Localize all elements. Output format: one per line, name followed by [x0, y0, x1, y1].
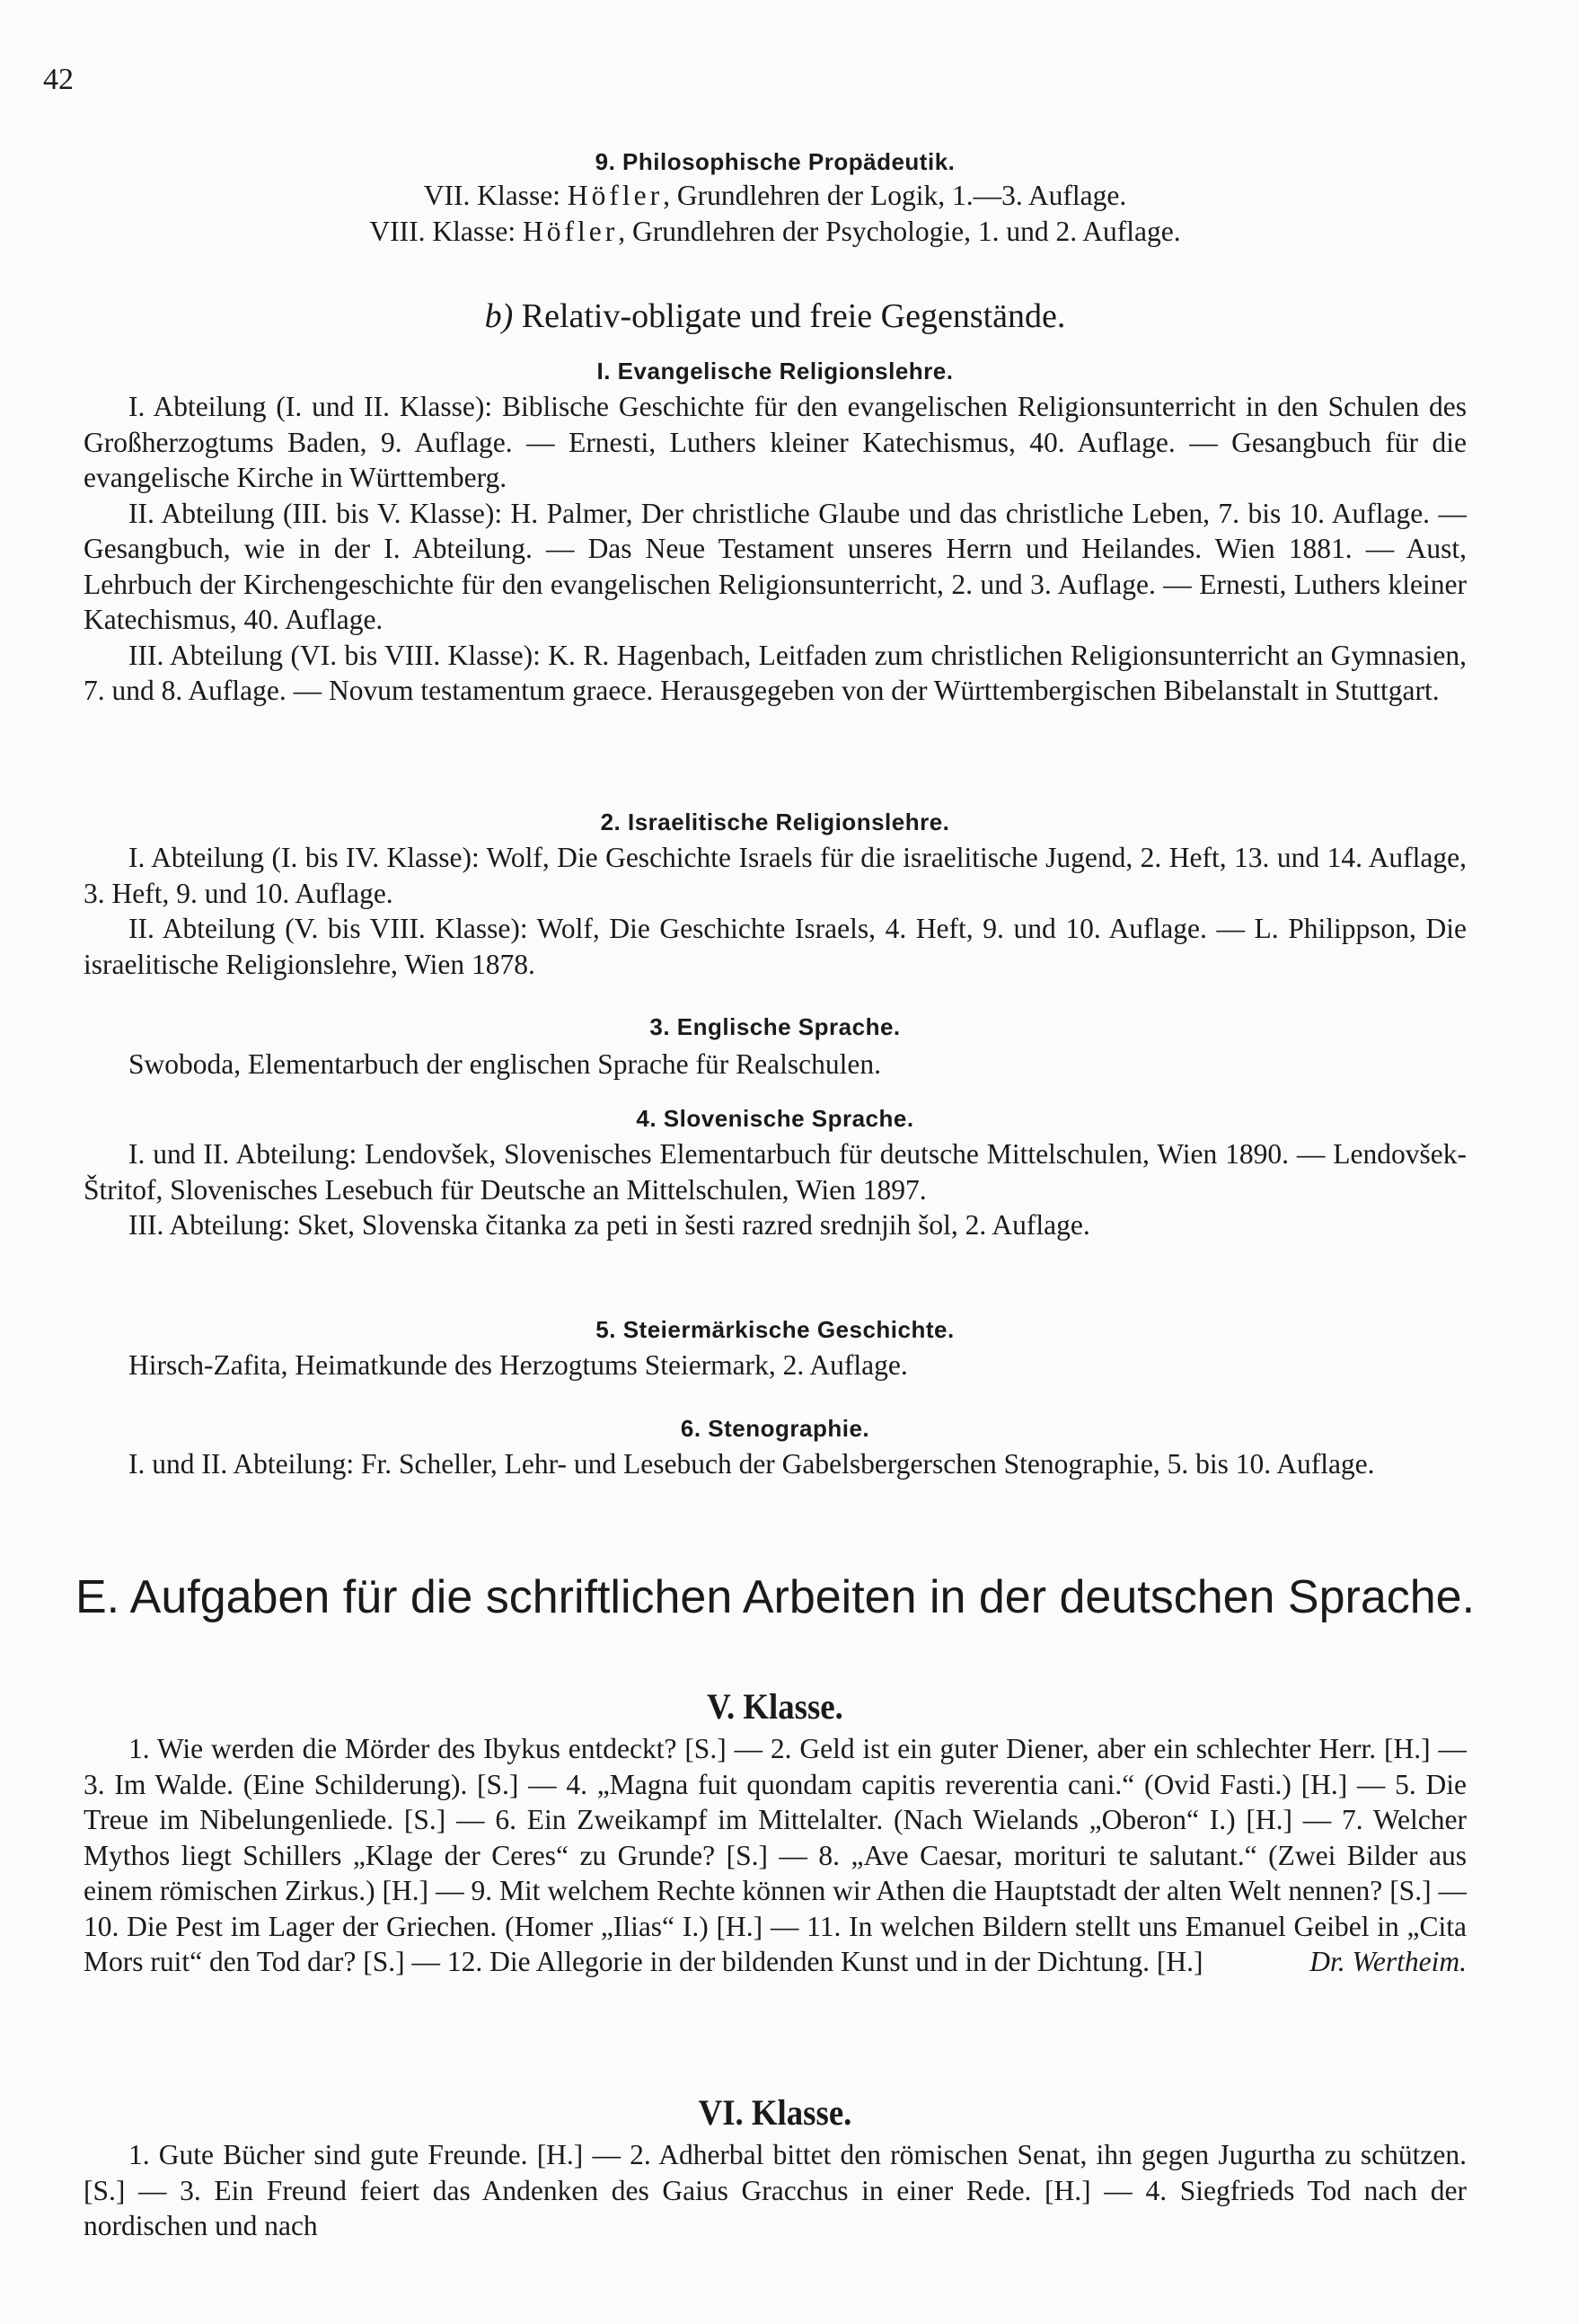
- section-heading: 4. Slovenische Sprache.: [636, 1105, 914, 1132]
- paragraph: I. und II. Abteilung: Fr. Scheller, Lehr- und Lesebuch der Gabelsbergerschen Stenographie, 5. bis 10. Auflage.: [128, 1448, 1375, 1480]
- section-stenography: [84, 1415, 1467, 1482]
- section-e: [66, 1570, 1485, 1624]
- paragraph: I. und II. Abteilung: Lendovšek, Slovenisches Elementarbuch für deutsche Mittelschulen, Wien 1890. — Lendovšek-Štritof, Slovenisches Lesebuch für Deutsche an Mittelschulen, Wien 1897.: [84, 1138, 1467, 1206]
- class-heading: V. Klasse.: [707, 1686, 843, 1727]
- section-heading: 5. Steiermärkische Geschichte.: [595, 1316, 955, 1343]
- section-heading: I. Evangelische Religionslehre.: [596, 358, 954, 384]
- section-heading: 9. Philosophische Propädeutik.: [595, 148, 956, 175]
- subsection-b: [84, 296, 1467, 336]
- section-heading: 3. Englische Sprache.: [649, 1013, 901, 1040]
- class-five: [84, 1685, 1467, 1980]
- section-israelite: [84, 809, 1467, 982]
- paragraph: I. Abteilung (I. und II. Klasse): Biblische Geschichte für den evangelischen Religionsunterricht in den Schulen des Großherzogtums Baden, 9. Auflage. — Ernesti, Luthers kleiner Katechismus, 40. Auflage. — Gesangbuch für die evangelische Kirche in Württemberg.: [84, 391, 1467, 493]
- paragraph: Hirsch-Zafita, Heimatkunde des Herzogtums Steiermark, 2. Auflage.: [128, 1349, 908, 1381]
- paragraph: II. Abteilung (III. bis V. Klasse): H. Palmer, Der christliche Glaube und das christliche Leben, 7. bis 10. Auflage. — Gesangbuch, wie in der I. Abteilung. — Das Neue Testament unseres Herrn und Heilandes. Wien 1881. — Aust, Lehrbuch der Kirchengeschichte für den evangelischen Religionsunterricht, 2. und 3. Auflage. — Ernesti, Luthers kleiner Katechismus, 40. Auflage.: [84, 497, 1467, 635]
- section-english: [84, 1013, 1467, 1082]
- paragraph: III. Abteilung: Sket, Slovenska čitanka za peti in šesti razred srednjih šol, 2. Auflage.: [128, 1209, 1090, 1241]
- section-heading: 6. Stenographie.: [680, 1415, 870, 1442]
- chapter-heading: E. Aufgaben für die schriftlichen Arbeiten in der deutschen Sprache.: [75, 1571, 1476, 1623]
- paragraph: II. Abteilung (V. bis VIII. Klasse): Wolf, Die Geschichte Israels, 4. Heft, 9. und 10. Auflage. — L. Philippson, Die israelitische Religionslehre, Wien 1878.: [84, 913, 1467, 980]
- subsection-heading: b) Relativ-obligate und freie Gegenstände.: [484, 297, 1066, 335]
- signature: Dr. Wertheim.: [1309, 1946, 1467, 1977]
- section-philosophy: [84, 148, 1467, 249]
- paragraph: Swoboda, Elementarbuch der englischen Sprache für Realschulen.: [128, 1048, 881, 1080]
- section-evangelical: [84, 358, 1467, 709]
- section-slovenian: [84, 1105, 1467, 1243]
- class-six: [84, 2091, 1467, 2244]
- class-heading: VI. Klasse.: [698, 2092, 852, 2133]
- paragraph: III. Abteilung (VI. bis VIII. Klasse): K. R. Hagenbach, Leitfaden zum christlichen Religionsunterricht an Gymnasien, 7. und 8. Auflage. — Novum testamentum graece. Herausgegeben von der Württembergischen Bibelanstalt in Stuttgart.: [84, 639, 1467, 706]
- page-number: 42: [43, 63, 74, 96]
- text-line: VIII. Klasse: Höfler, Grundlehren der Psychologie, 1. und 2. Auflage.: [369, 215, 1181, 247]
- section-styrian-history: [84, 1316, 1467, 1383]
- section-heading: 2. Israelitische Religionslehre.: [600, 809, 950, 835]
- paragraph: 1. Gute Bücher sind gute Freunde. [H.] — 2. Adherbal bittet den römischen Senat, ihn gegen Jugurtha zu schützen. [S.] — 3. Ein Freund feiert das Andenken des Gaius Gracchus in einer Rede. [H.] — 4. Siegfrieds Tod nach der nordischen und nach: [84, 2139, 1467, 2241]
- text-line: VII. Klasse: Höfler, Grundlehren der Logik, 1.—3. Auflage.: [423, 180, 1127, 211]
- paragraph: I. Abteilung (I. bis IV. Klasse): Wolf, Die Geschichte Israels für die israelitische Jugend, 2. Heft, 13. und 14. Auflage, 3. Heft, 9. und 10. Auflage.: [84, 842, 1467, 909]
- paragraph: 1. Wie werden die Mörder des Ibykus entdeckt? [S.] — 2. Geld ist ein guter Diener, aber ein schlechter Herr. [H.] — 3. Im Walde. (Eine Schilderung). [S.] — 4. „Magna fuit quondam capitis reverentia cani.“ (Ovid Fasti.) [H.] — 5. Die Treue im Nibelungenliede. [S.] — 6. Ein Zweikampf im Mittelalter. (Nach Wielands „Oberon“ I.) [H.] — 7. Welcher Mythos liegt Schillers „Klage der Ceres“ zu Grunde? [S.] — 8. „Ave Caesar, morituri te salutant.“ (Zwei Bilder aus einem römischen Zirkus.) [H.] — 9. Mit welchem Rechte können wir Athen die Hauptstadt der alten Welt nennen? [S.] — 10. Die Pest im Lager der Griechen. (Homer „Ilias“ I.) [H.] — 11. In welchen Bildern stellt uns Emanuel Geibel in „Cita Mors ruit“ den Tod dar? [S.] — 12. Die Allegorie in der bildenden Kunst und in der Dichtung. [H.] Dr. Wertheim.: [84, 1731, 1467, 1980]
